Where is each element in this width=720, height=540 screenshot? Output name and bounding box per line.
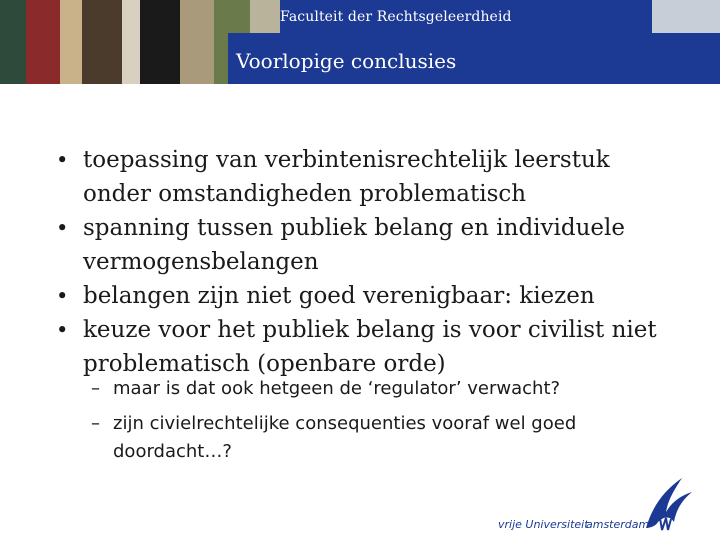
bullet-item [56, 211, 683, 279]
bullet-item [56, 143, 683, 211]
bullet-item [56, 279, 683, 313]
logo-wordmark-amsterdam: amsterdam [586, 518, 650, 531]
header-band [0, 0, 720, 84]
sub-bullet-text: maar is dat ook hetgeen de ‘regulator’ verwacht? [113, 378, 561, 399]
header-top-bar-right [652, 0, 720, 33]
bullet-dot-icon: • [56, 216, 69, 240]
vu-logo [498, 470, 720, 540]
bullet-dot-icon: • [56, 284, 69, 308]
bullet-dot-icon: • [56, 148, 69, 172]
sub-bullet-item [91, 410, 673, 466]
bullet-text: keuze voor het publiek belang is voor civilist niet problematisch (openbare orde) [83, 317, 657, 377]
slide-title: Voorlopige conclusies [236, 49, 457, 73]
faculty-name: Faculteit der Rechtsgeleerdheid [280, 9, 512, 25]
dash-icon: – [91, 413, 100, 434]
bullet-text: toepassing van verbintenisrechtelijk leerstuk onder omstandigheden problematisch [83, 147, 610, 207]
dash-icon: – [91, 378, 100, 399]
bullet-text: belangen zijn niet goed verenigbaar: kiezen [83, 283, 595, 309]
sub-bullet-text: zijn civielrechtelijke consequenties vooraf wel goed doordacht…? [113, 413, 577, 462]
sub-bullet-item [91, 375, 673, 403]
bullet-item [56, 313, 683, 381]
logo-wordmark-vu: vrije Universiteit [498, 518, 589, 531]
bullet-dot-icon: • [56, 318, 69, 342]
bullet-text: spanning tussen publiek belang en individuele vermogensbelangen [83, 215, 625, 275]
